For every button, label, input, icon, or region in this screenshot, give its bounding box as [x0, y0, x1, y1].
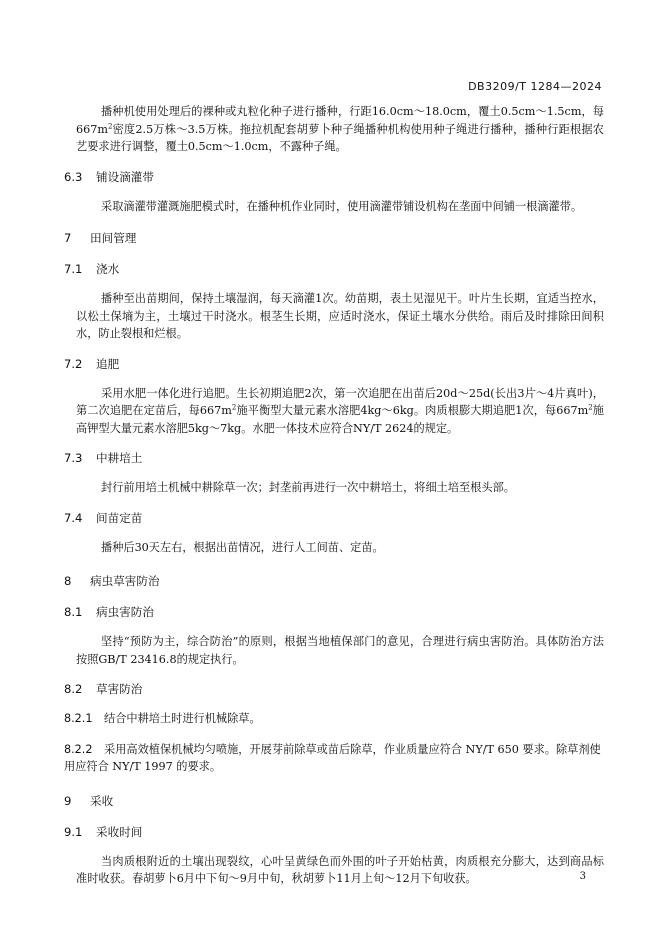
section-number: 9 [64, 793, 72, 808]
clause-8-2-1 [64, 710, 604, 728]
text-seg: 密度2.5万株～3.5万株。拖拉机配套胡萝卜种子绳播种机构使用种子绳进行播种，播种行距根据农艺要求进行调整，覆土0.5cm～1.0cm，不露种子绳。 [76, 122, 604, 153]
section-number: 7.1 [64, 262, 83, 276]
section-9-1-heading [64, 824, 604, 840]
section-number: 7.3 [64, 451, 83, 465]
clause-text: 结合中耕培土时进行机械除草。 [104, 712, 261, 725]
page-number: 3 [579, 871, 586, 882]
paragraph-pest-control: 坚持“预防为主，综合防治”的原则，根据当地植保部门的意见，合理进行病虫害防治。具体防治方法按照GB/T 23416.8的规定执行。 [76, 635, 604, 666]
section-8-heading [64, 573, 604, 589]
text-seg: 播种机使用处理后的裸种或丸粒化种子进行播种，行距16.0cm～18.0cm，覆土0.5cm～1.5cm，每667m [76, 105, 604, 136]
section-title: 采收时间 [96, 824, 143, 839]
section-number: 8.2 [64, 682, 83, 696]
section-number: 7.4 [64, 510, 83, 525]
section-number: 8.1 [64, 605, 83, 619]
paragraph-seeding [76, 103, 604, 156]
section-number: 8 [64, 574, 72, 588]
paragraph-drip-tape: 采取滴灌带灌溉施肥模式时，在播种机作业同时，使用滴灌带铺设机构在垄面中间铺一根滴灌带。 [101, 199, 583, 213]
section-7-heading [64, 230, 604, 246]
superscript: 2 [588, 403, 593, 412]
section-8-2-heading [64, 681, 604, 697]
section-number: 6.3 [64, 169, 83, 184]
paragraph-fertilizing [76, 385, 604, 438]
paragraph-harvest-time: 当肉质根附近的土壤出现裂纹，心叶呈黄绿色而外围的叶子开始枯黄，肉质根充分膨大，达到商品标准时收获。春胡萝卜6月中下旬～9月中旬，秋胡萝卜11月上旬～12月下旬收获。 [76, 854, 604, 885]
clause-number: 8.2.1 [64, 712, 93, 725]
section-title: 病虫害防治 [96, 605, 154, 619]
document-body [64, 103, 604, 888]
section-title: 田间管理 [90, 231, 137, 245]
section-title: 间苗定苗 [96, 510, 143, 525]
section-9-heading [64, 793, 604, 809]
section-8-1-heading [64, 604, 604, 620]
section-title: 采收 [90, 793, 114, 808]
section-title: 追肥 [96, 356, 120, 371]
section-6-3-heading [64, 169, 604, 185]
section-title: 铺设滴灌带 [96, 169, 154, 184]
section-number: 9.1 [64, 824, 83, 839]
section-7-1-heading [64, 261, 604, 277]
text-seg: 施高钾型大量元素水溶肥5kg～7kg。水肥一体技术应符合NY/T 2624的规定。 [76, 404, 604, 435]
section-title: 草害防治 [96, 682, 143, 696]
document-code: DB3209/T 1284—2024 [468, 80, 602, 93]
section-number: 7 [64, 231, 72, 245]
section-7-4-heading [64, 510, 604, 526]
section-number: 7.2 [64, 356, 83, 371]
section-title: 中耕培土 [96, 451, 143, 465]
text-seg: 采用水肥一体化进行追肥。生长初期追肥2次，第一次追肥在出苗后20d～25d(长出3片～4片真叶)，第二次追肥在定苗后，每667m [76, 386, 604, 417]
section-7-3-heading [64, 450, 604, 466]
paragraph-thinning: 播种后30天左右，根据出苗情况，进行人工间苗、定苗。 [101, 540, 384, 554]
clause-8-2-2 [64, 741, 604, 776]
clause-number: 8.2.2 [64, 742, 93, 756]
text-seg: 施平衡型大量元素水溶肥4kg～6kg。肉质根膨大期追肥1次，每667m [236, 404, 589, 417]
section-7-2-heading [64, 356, 604, 372]
clause-text: 采用高效植保机械均匀喷施，开展芽前除草或苗后除草，作业质量应符合 NY/T 650 要求。除草剂使用应符合 NY/T 1997 的要求。 [64, 742, 601, 773]
section-title: 浇水 [96, 262, 120, 276]
superscript: 2 [231, 403, 237, 412]
superscript: 2 [107, 121, 113, 130]
section-title: 病虫草害防治 [90, 574, 160, 588]
paragraph-watering: 播种至出苗期间，保持土壤湿润，每天滴灌1次。幼苗期，表土见湿见干。叶片生长期，宜适当控水，以松土保墒为主，土壤过干时浇水。根茎生长期，应适时浇水，保证土壤水分供给。雨后及时排除田间积水，防止裂根和烂根。 [76, 292, 604, 340]
paragraph-cultivation: 封行前用培土机械中耕除草一次；封垄前再进行一次中耕培土，将细土培至根头部。 [101, 481, 515, 494]
